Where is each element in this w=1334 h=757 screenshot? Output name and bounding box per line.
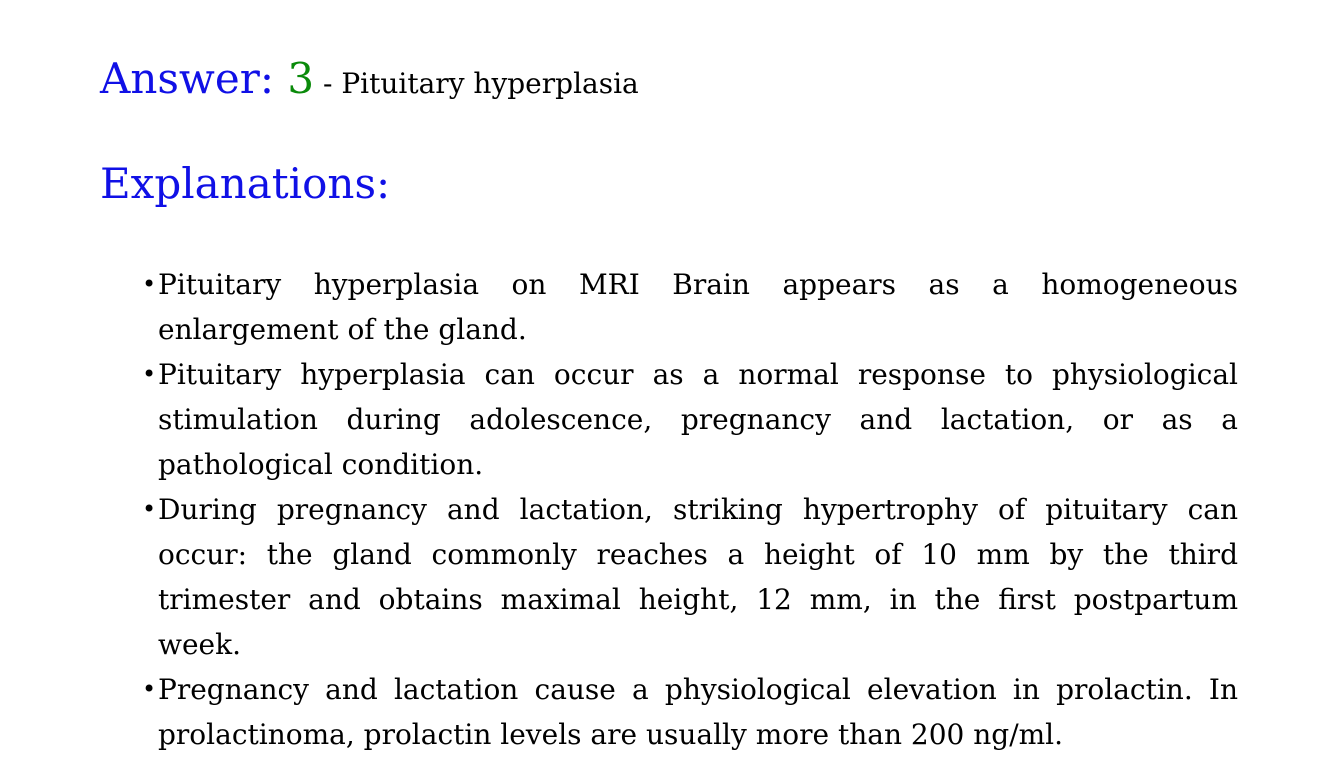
explanation-text-2: Pituitary hyperplasia can occur as a normal response to physiological stimulation during adolescence, pregnancy and lactation, or as a pathological condition.	[158, 358, 1238, 481]
explanation-item-3	[142, 487, 1238, 667]
bullet-icon: •	[142, 360, 157, 388]
explanations-heading: Explanations:	[100, 159, 391, 208]
explanation-list	[142, 262, 1238, 757]
bullet-icon: •	[142, 270, 157, 298]
explanation-item-1	[142, 262, 1238, 352]
answer-line	[100, 54, 639, 103]
answer-text: - Pituitary hyperplasia	[314, 67, 639, 100]
answer-number: 3	[287, 54, 315, 103]
explanation-text-4: Pregnancy and lactation cause a physiological elevation in prolactin. In prolactinoma, prolactin levels are usually more than 200 ng/ml.	[158, 673, 1238, 751]
explanation-text-3: During pregnancy and lactation, striking hypertrophy of pituitary can occur: the gland commonly reaches a height of 10 mm by the third trimester and obtains maximal height, 12 mm, in the first postpartum week.	[158, 493, 1238, 661]
explanation-text-1: Pituitary hyperplasia on MRI Brain appears as a homogeneous enlargement of the gland.	[158, 268, 1238, 346]
bullet-icon: •	[142, 495, 157, 523]
explanation-item-2	[142, 352, 1238, 487]
answer-label: Answer:	[100, 54, 288, 103]
bullet-icon: •	[142, 675, 157, 703]
